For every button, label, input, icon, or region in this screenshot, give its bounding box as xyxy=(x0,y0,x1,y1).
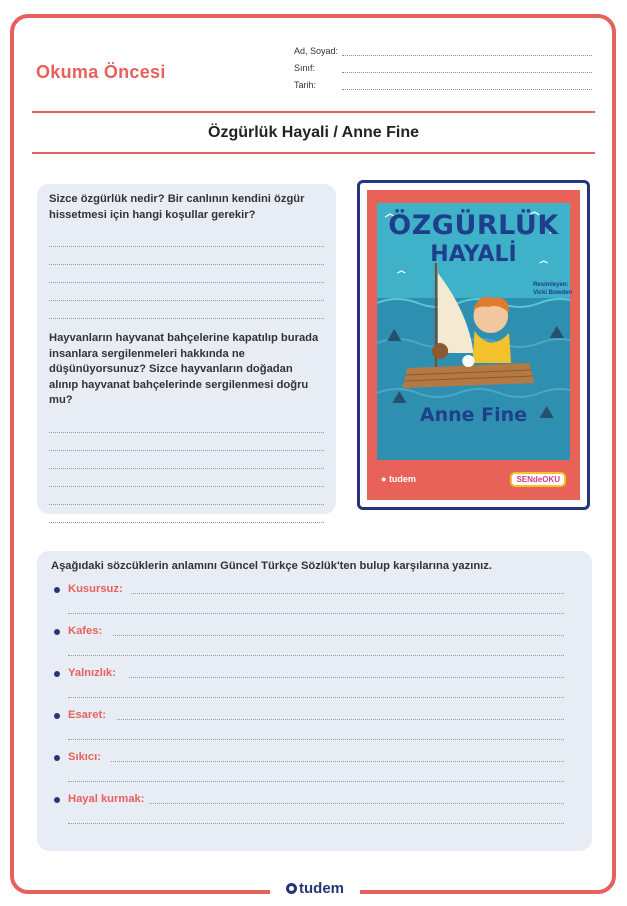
answer-line xyxy=(113,635,564,636)
publisher-name: tudem xyxy=(388,474,416,484)
bullet-icon xyxy=(54,587,60,593)
word-item[interactable] xyxy=(51,704,578,746)
word-label: Yalnızlık: xyxy=(68,667,116,679)
bullet-icon xyxy=(54,755,60,761)
cover-illustrator xyxy=(533,281,572,297)
word-list xyxy=(51,578,578,830)
bullet-icon xyxy=(54,671,60,677)
dictionary-box xyxy=(37,551,592,851)
student-info xyxy=(292,44,592,95)
answer-line xyxy=(117,719,564,720)
answer-line xyxy=(149,803,564,804)
dictionary-instruction: Aşağıdaki sözcüklerin anlamını Güncel Türkçe Sözlük'ten bulup karşılarına yazınız. xyxy=(51,560,492,572)
publisher-logo-icon: ● xyxy=(381,474,389,484)
bullet-icon xyxy=(54,629,60,635)
word-label: Kusursuz: xyxy=(68,583,123,595)
answer-lines-2[interactable] xyxy=(49,415,324,523)
answer-line xyxy=(68,613,564,614)
word-label: Hayal kurmak: xyxy=(68,793,145,805)
bullet-icon xyxy=(54,797,60,803)
word-item[interactable] xyxy=(51,788,578,830)
cover-publisher xyxy=(381,474,416,484)
name-line xyxy=(342,55,592,56)
name-field[interactable] xyxy=(292,44,592,61)
answer-line xyxy=(68,739,564,740)
answer-line xyxy=(68,823,564,824)
cover-subtitle: HAYALİ xyxy=(430,242,517,267)
word-item[interactable] xyxy=(51,578,578,620)
class-line xyxy=(342,72,592,73)
book-cover xyxy=(367,190,580,500)
series-badge: SENdeOKU xyxy=(510,472,566,487)
book-cover-frame xyxy=(357,180,590,510)
answer-line xyxy=(129,677,564,678)
question-2: Hayvanların hayvanat bahçelerine kapatılıp burada insanlara sergilenmeleri hakkında ne düşünüyorsunuz? Sizce hayvanların doğadan alınıp hayvanat bahçelerinde sergilenmesi doğru mu? xyxy=(49,332,319,406)
name-label: Ad, Soyad: xyxy=(294,46,339,56)
footer-logo xyxy=(270,880,360,900)
date-line xyxy=(342,89,592,90)
tudem-logo-icon xyxy=(286,883,297,894)
cover-author: Anne Fine xyxy=(419,404,528,426)
answer-lines-1[interactable] xyxy=(49,229,324,319)
illustrator-name: Vicki Bowden xyxy=(533,290,572,296)
date-field[interactable] xyxy=(292,78,592,95)
word-label: Kafes: xyxy=(68,625,103,637)
answer-line xyxy=(111,761,564,762)
answer-line xyxy=(131,593,564,594)
answer-line xyxy=(68,655,564,656)
answer-line xyxy=(68,697,564,698)
word-label: Esaret: xyxy=(68,709,106,721)
book-heading: Özgürlük Hayali / Anne Fine xyxy=(208,124,419,141)
question-box xyxy=(37,184,336,514)
word-item[interactable] xyxy=(51,746,578,788)
answer-line xyxy=(68,781,564,782)
question-1: Sizce özgürlük nedir? Bir canlının kendini özgür hissetmesi için hangi koşullar gerekir? xyxy=(49,193,305,221)
cover-title: ÖZGÜRLÜK xyxy=(388,210,559,241)
word-label: Sıkıcı: xyxy=(68,751,101,763)
bullet-icon xyxy=(54,713,60,719)
word-item[interactable] xyxy=(51,662,578,704)
word-item[interactable] xyxy=(51,620,578,662)
class-label: Sınıf: xyxy=(294,63,316,73)
class-field[interactable] xyxy=(292,61,592,78)
section-title: Okuma Öncesi xyxy=(36,62,166,82)
bottom-divider xyxy=(32,152,595,154)
illustrator-label: Resimleyen: xyxy=(533,282,569,288)
date-label: Tarih: xyxy=(294,80,317,90)
top-divider xyxy=(32,111,595,113)
footer-logo-text: tudem xyxy=(299,880,344,897)
